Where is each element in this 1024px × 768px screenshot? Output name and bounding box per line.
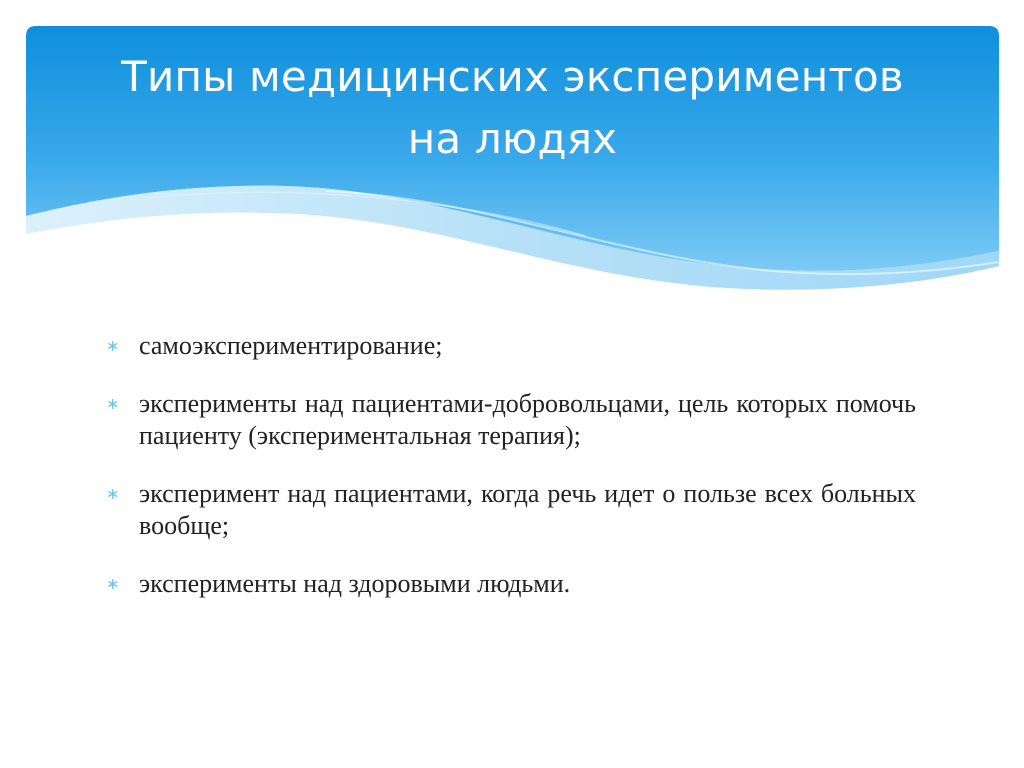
bullet-item	[106, 388, 916, 452]
bullet-text: эксперимент над пациентами, когда речь идет о пользе всех больных вообще;	[139, 479, 916, 540]
bullet-text: самоэкспериментирование;	[139, 331, 443, 360]
asterisk-bullet-icon: ∗	[106, 394, 120, 413]
bullet-text: эксперименты над здоровыми людьми.	[139, 569, 571, 598]
bullet-text: эксперименты над пациентами-добровольцами, цель которых помочь пациенту (экспериментальная терапия);	[139, 389, 916, 450]
bullet-item	[106, 568, 916, 600]
asterisk-bullet-icon: ∗	[106, 484, 120, 503]
bullet-list	[106, 330, 916, 626]
bullet-item	[106, 478, 916, 542]
slide-title	[26, 46, 999, 170]
title-line-1: Типы медицинских экспериментов	[121, 52, 904, 101]
asterisk-bullet-icon: ∗	[106, 574, 120, 593]
asterisk-bullet-icon: ∗	[106, 336, 120, 355]
bullet-item	[106, 330, 916, 362]
title-line-2: на людях	[407, 114, 618, 163]
